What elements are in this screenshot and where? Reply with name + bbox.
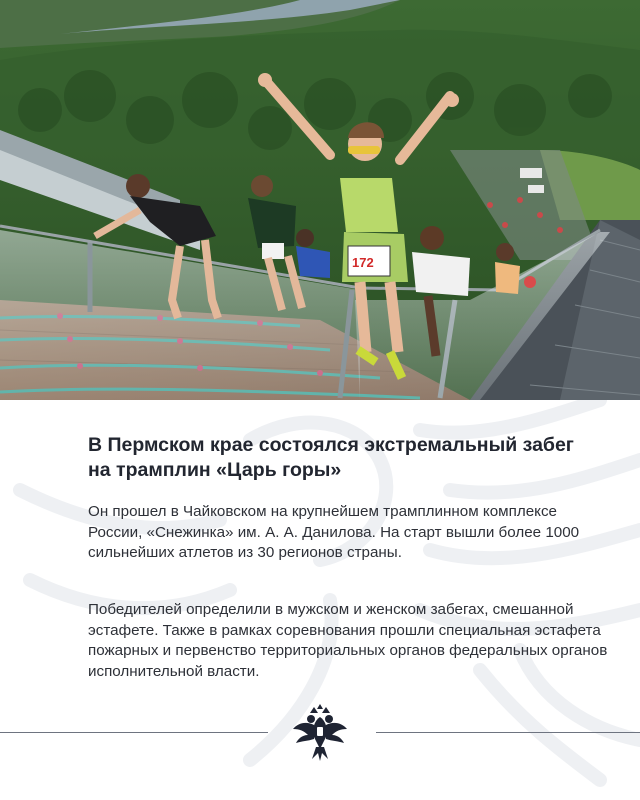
bib-number: 172 — [352, 255, 374, 270]
article-paragraph: Победителей определили в мужском и женском забегах, смешанной эстафете. Также в рамках соревнования прошли специальная эстафета пожарных и первенство территориальных органов федеральных органов исполнительной власти. — [88, 601, 608, 680]
footer-divider-left — [0, 732, 268, 733]
article-title: В Пермском крае состоялся экстремальный забег на трамплин «Царь горы» — [88, 434, 574, 481]
article-panel — [0, 400, 640, 800]
footer-divider-right — [376, 732, 640, 733]
double-headed-eagle-icon — [290, 703, 350, 763]
article-paragraph: Он прошел в Чайковском на крупнейшем трамплинном комплексе России, «Снежинка» им. А. А. Данилова. На старт вышли более 1000 сильнейших атлетов из 30 регионов страны. — [88, 503, 580, 562]
